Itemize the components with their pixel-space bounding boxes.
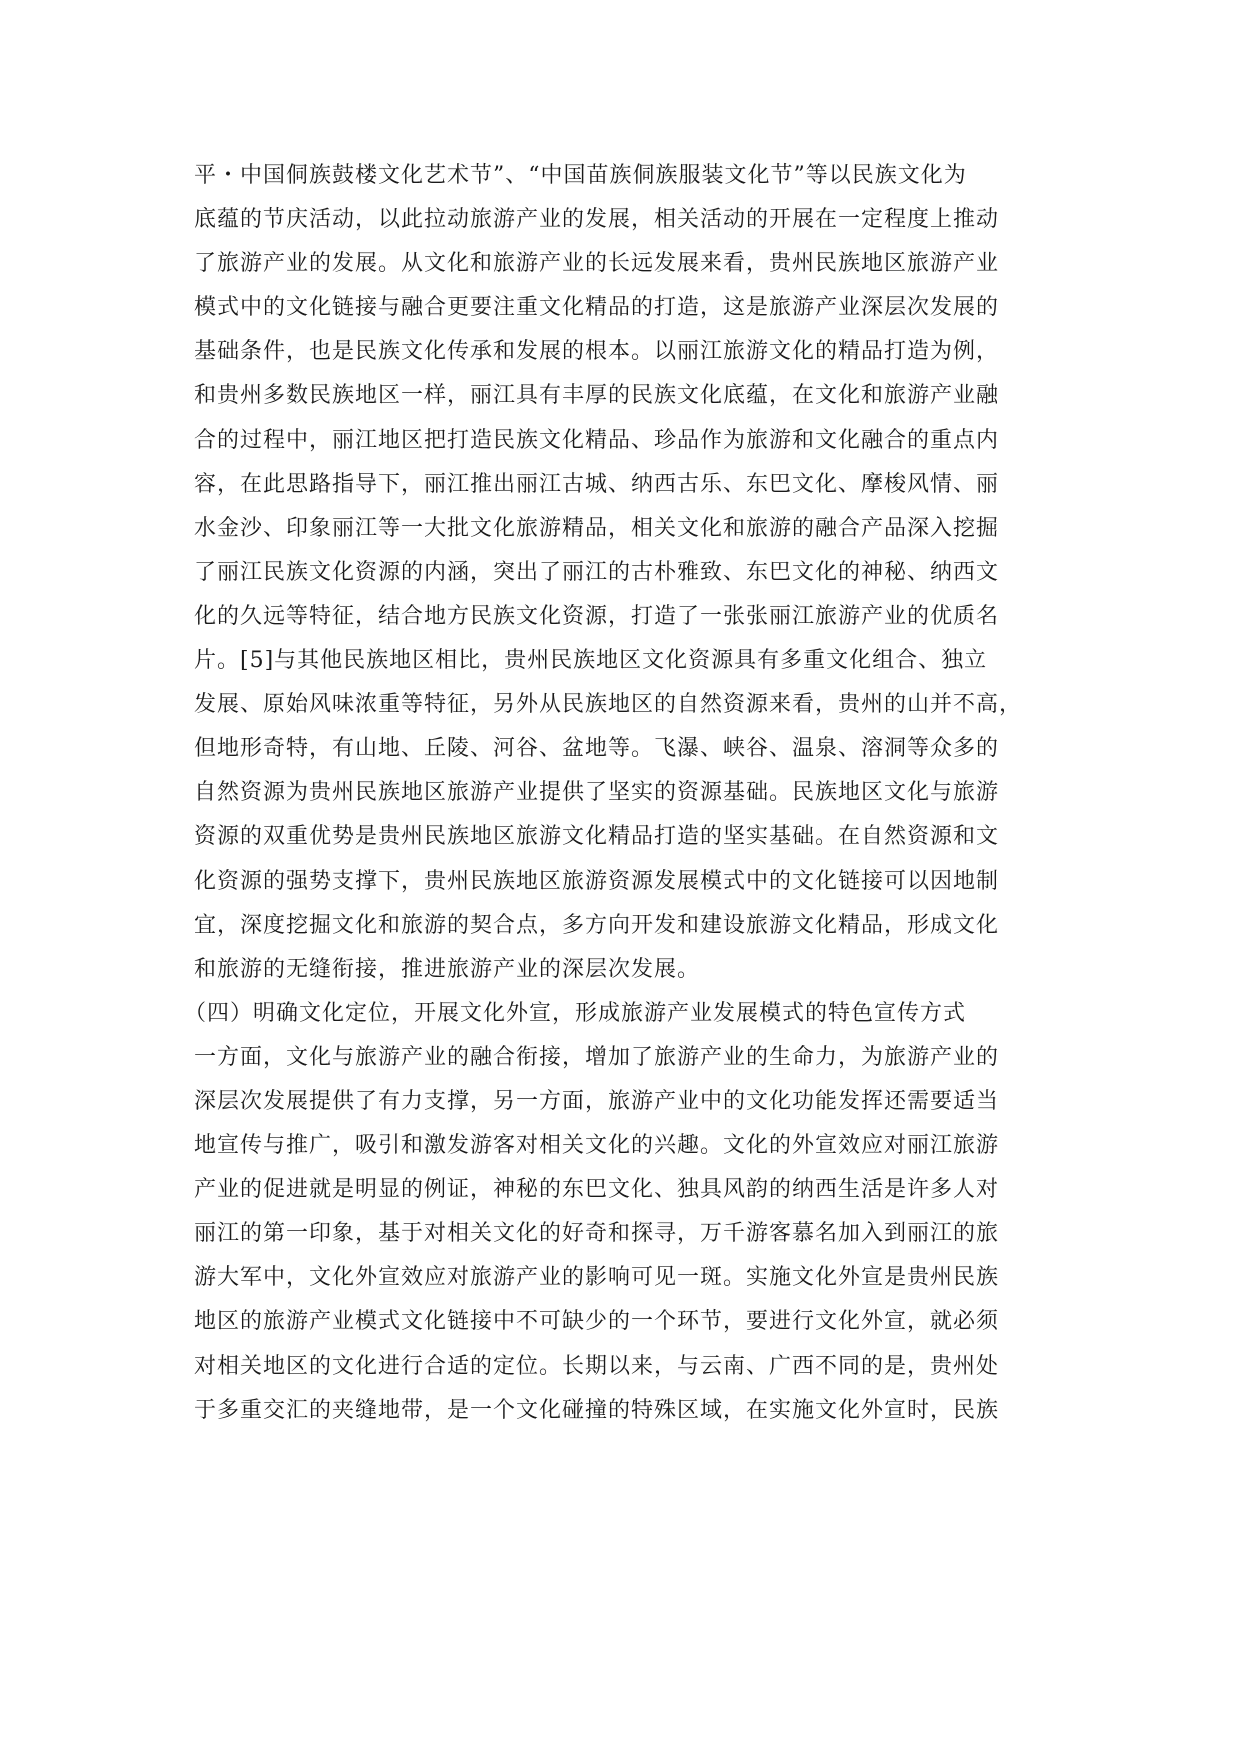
text-line: 资源的双重优势是贵州民族地区旅游文化精品打造的坚实基础。在自然资源和文: [194, 824, 1000, 850]
paragraph-1: [194, 154, 1048, 992]
text-line: 和贵州多数民族地区一样，丽江具有丰厚的民族文化底蕴，在文化和旅游产业融: [194, 383, 1000, 409]
text-line: 于多重交汇的夹缝地带，是一个文化碰撞的特殊区域，在实施文化外宣时，民族: [194, 1397, 1000, 1423]
text-line: 了旅游产业的发展。从文化和旅游产业的长远发展来看，贵州民族地区旅游产业: [194, 251, 1000, 277]
text-line: 产业的促进就是明显的例证，神秘的东巴文化、独具风韵的纳西生活是许多人对: [194, 1177, 1000, 1203]
text-line: 平・中国侗族鼓楼文化艺术节”、“中国苗族侗族服装文化节”等以民族文化为: [194, 163, 967, 188]
text-line: 游大军中，文化外宣效应对旅游产业的影响可见一斑。实施文化外宣是贵州民族: [194, 1265, 1000, 1291]
text-line: 发展、原始风味浓重等特征，另外从民族地区的自然资源来看，贵州的山并不高，: [194, 692, 1023, 718]
text-line: 一方面，文化与旅游产业的融合衔接，增加了旅游产业的生命力，为旅游产业的: [194, 1044, 1000, 1070]
paragraph-2: [194, 1036, 1048, 1433]
text-line: 基础条件，也是民族文化传承和发展的根本。以丽江旅游文化的精品打造为例，: [194, 339, 1000, 365]
text-line: 深层次发展提供了有力支撑，另一方面，旅游产业中的文化功能发挥还需要适当: [194, 1088, 1000, 1114]
text-line: 模式中的文化链接与融合更要注重文化精品的打造，这是旅游产业深层次发展的: [194, 295, 1000, 321]
section-heading: （四）明确文化定位，开展文化外宣，形成旅游产业发展模式的特色宣传方式: [184, 1000, 967, 1026]
text-line: 水金沙、印象丽江等一大批文化旅游精品，相关文化和旅游的融合产品深入挖掘: [194, 515, 1000, 541]
text-line: 但地形奇特，有山地、丘陵、河谷、盆地等。飞瀑、峡谷、温泉、溶洞等众多的: [194, 736, 1000, 762]
text-line: 了丽江民族文化资源的内涵，突出了丽江的古朴雅致、东巴文化的神秘、纳西文: [194, 559, 1000, 585]
text-line: 宜，深度挖掘文化和旅游的契合点，多方向开发和建设旅游文化精品，形成文化: [194, 912, 1000, 938]
text-line: 丽江的第一印象，基于对相关文化的好奇和探寻，万千游客慕名加入到丽江的旅: [194, 1221, 1000, 1247]
body-text: [184, 154, 1048, 1433]
text-line: 化资源的强势支撑下，贵州民族地区旅游资源发展模式中的文化链接可以因地制: [194, 868, 1000, 894]
text-line: 底蕴的节庆活动，以此拉动旅游产业的发展，相关活动的开展在一定程度上推动: [194, 207, 1000, 233]
text-line: 地宣传与推广，吸引和激发游客对相关文化的兴趣。文化的外宣效应对丽江旅游: [194, 1133, 1000, 1159]
text-line: 片。[5]与其他民族地区相比，贵州民族地区文化资源具有多重文化组合、独立: [194, 648, 988, 674]
text-line: 对相关地区的文化进行合适的定位。长期以来，与云南、广西不同的是，贵州处: [194, 1353, 1000, 1379]
text-line: 地区的旅游产业模式文化链接中不可缺少的一个环节，要进行文化外宣，就必须: [194, 1309, 1000, 1335]
text-line: 化的久远等特征，结合地方民族文化资源，打造了一张张丽江旅游产业的优质名: [194, 603, 1000, 629]
text-line: 自然资源为贵州民族地区旅游产业提供了坚实的资源基础。民族地区文化与旅游: [194, 780, 1000, 806]
text-line: 合的过程中，丽江地区把打造民族文化精品、珍品作为旅游和文化融合的重点内: [194, 427, 1000, 453]
text-line: 和旅游的无缝衔接，推进旅游产业的深层次发展。: [194, 956, 701, 982]
text-line: 容，在此思路指导下，丽江推出丽江古城、纳西古乐、东巴文化、摩梭风情、丽: [194, 471, 1000, 497]
